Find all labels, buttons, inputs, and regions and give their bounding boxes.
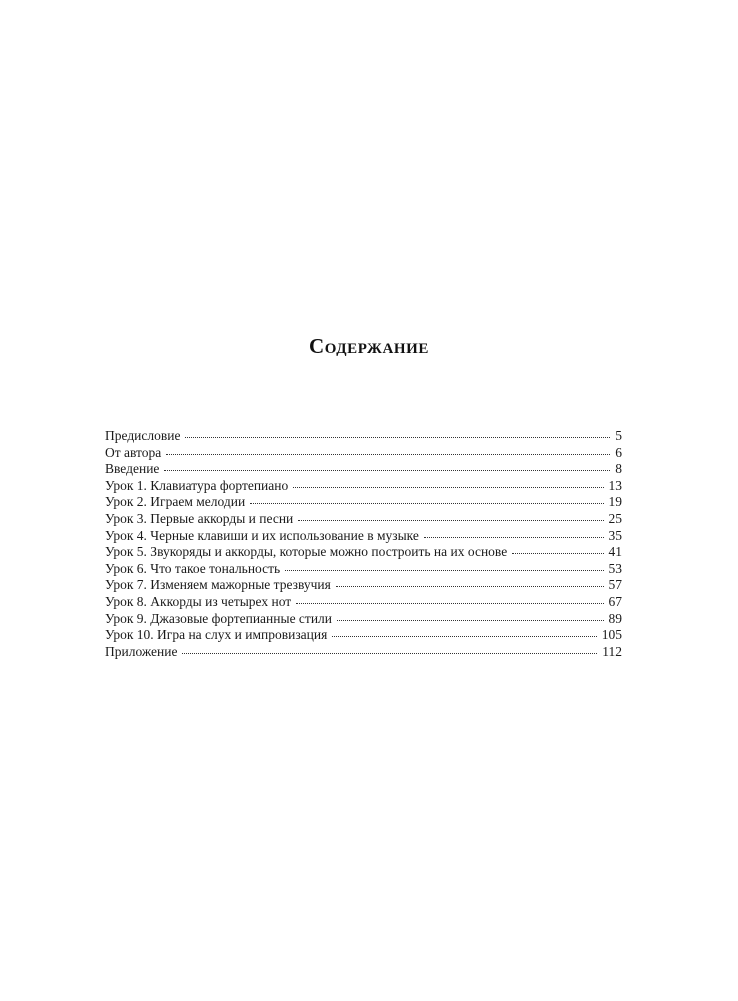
toc-entry-page: 41 xyxy=(608,544,622,560)
toc-entry-label: Урок 7. Изменяем мажорные трезвучия xyxy=(105,577,331,593)
toc-dot-leader xyxy=(296,602,603,604)
toc-entry xyxy=(105,511,622,528)
toc-entry-label: Урок 6. Что такое тональность xyxy=(105,560,281,576)
toc-entry xyxy=(105,445,622,462)
toc-entry-page: 19 xyxy=(608,494,622,510)
toc-entry-label: Урок 4. Черные клавиши и их использование в музыке xyxy=(105,527,419,543)
toc-dot-leader xyxy=(298,519,603,521)
page-title: Содержание xyxy=(308,334,430,358)
toc-entry-page: 13 xyxy=(608,477,622,493)
toc-dot-leader xyxy=(424,536,604,538)
toc-entry-page: 105 xyxy=(601,627,622,643)
toc-entry-label: Приложение xyxy=(105,643,178,659)
toc-entry-label: Урок 5. Звукоряды и аккорды, которые можно построить на их основе xyxy=(105,544,508,560)
toc-entry-page: 67 xyxy=(608,593,622,609)
toc-dot-leader xyxy=(293,486,603,488)
toc-entry-page: 57 xyxy=(608,577,622,593)
toc-entry xyxy=(105,428,622,445)
toc-entry-label: От автора xyxy=(105,444,162,460)
toc-entry-page: 35 xyxy=(608,527,622,543)
toc-dot-leader xyxy=(285,569,603,571)
toc-dot-leader xyxy=(185,436,610,438)
toc-dot-leader xyxy=(512,552,603,554)
toc-dot-leader xyxy=(336,585,604,587)
toc-dot-leader xyxy=(332,635,596,637)
toc-entry xyxy=(105,528,622,545)
toc-entry xyxy=(105,561,622,578)
toc-entry-page: 25 xyxy=(608,510,622,526)
toc-entry-label: Предисловие xyxy=(105,428,181,443)
toc-dot-leader xyxy=(250,502,603,504)
toc-entry-label: Урок 3. Первые аккорды и песни xyxy=(105,510,294,526)
toc-entry-page: 53 xyxy=(608,560,622,576)
toc-entry xyxy=(105,544,622,561)
toc-entry xyxy=(105,611,622,628)
toc-dot-leader xyxy=(182,652,597,654)
table-of-contents xyxy=(105,428,622,660)
toc-entry xyxy=(105,594,622,611)
toc-dot-leader xyxy=(164,469,610,471)
toc-entry-page: 89 xyxy=(608,610,622,626)
toc-entry xyxy=(105,478,622,495)
toc-dot-leader xyxy=(166,453,610,455)
toc-entry-label: Урок 1. Клавиатура фортепиано xyxy=(105,477,289,493)
toc-entry xyxy=(105,627,622,644)
toc-entry xyxy=(105,577,622,594)
toc-entry-label: Урок 2. Играем мелодии xyxy=(105,494,246,510)
toc-entry xyxy=(105,461,622,478)
toc-entry-page: 112 xyxy=(602,643,622,659)
toc-entry-label: Введение xyxy=(105,461,160,477)
toc-entry-page: 5 xyxy=(615,428,622,443)
toc-dot-leader xyxy=(337,619,603,621)
toc-entry xyxy=(105,494,622,511)
toc-entry-page: 8 xyxy=(615,461,622,477)
toc-entry-label: Урок 9. Джазовые фортепианные стили xyxy=(105,610,333,626)
toc-entry-label: Урок 10. Игра на слух и импровизация xyxy=(105,627,328,643)
toc-entry-label: Урок 8. Аккорды из четырех нот xyxy=(105,593,292,609)
toc-entry-page: 6 xyxy=(615,444,622,460)
toc-entry xyxy=(105,644,622,661)
